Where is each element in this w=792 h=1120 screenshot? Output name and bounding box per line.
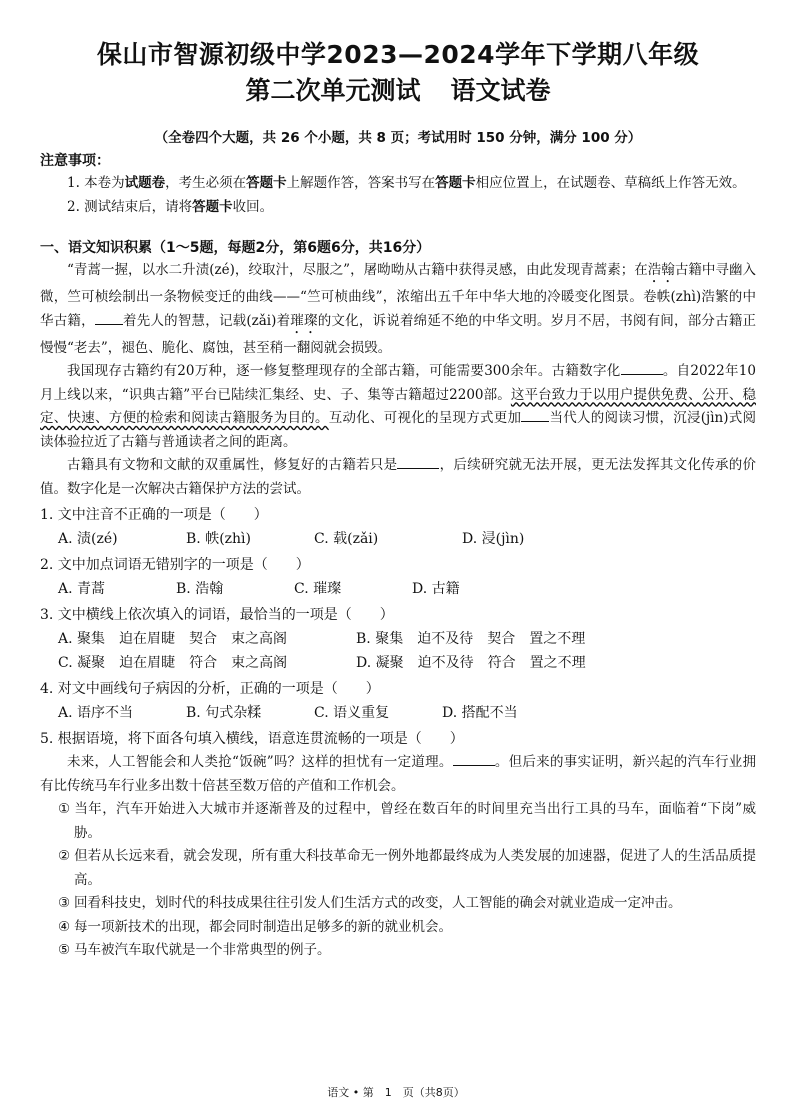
sentence-text: 当年，汽车开始进入大城市并逐渐普及的过程中，曾经在数百年的时间里充当出行工具的马车，面临着“下岗”威胁。 xyxy=(74,801,756,841)
sentence-text: 每一项新技术的出现，都会同时制造出足够多的新的就业机会。 xyxy=(74,918,452,935)
passage-paragraph-1 xyxy=(40,259,756,360)
notes-keyword: 答题卡 xyxy=(246,175,287,191)
question-5-context xyxy=(40,751,756,798)
sentence-text: 马车被汽车取代就是一个非常典型的例子。 xyxy=(74,942,331,958)
option-a[interactable]: A. 渍(zé) xyxy=(58,531,118,547)
question-1-options xyxy=(40,527,756,551)
sentence-4 xyxy=(40,916,756,940)
option-c[interactable]: C. 璀璨 xyxy=(294,581,342,597)
passage-text: ，后续研究就无法开展，更无法发挥其文化传承的价值。数字化是一次解决古籍保护方法的尝试。 xyxy=(40,457,757,497)
notes-heading: 注意事项： xyxy=(40,153,110,169)
fill-blank xyxy=(521,407,549,422)
sentence-text: 回看科技史，划时代的科技成果往往引发人们生活方式的改变，人工智能的确会对就业造成一定冲击。 xyxy=(74,895,682,911)
question-2: 2. 文中加点词语无错别字的一项是（ ） xyxy=(40,557,310,573)
passage-paragraph-2 xyxy=(40,360,756,454)
sentence-number: ② xyxy=(58,848,71,864)
sentence-1 xyxy=(40,798,756,845)
passage-text: 。但后来的事实证明，新兴起的汽车行业拥有比传统马车行业多出数十倍甚至数万倍的产值和工作机会。 xyxy=(40,754,756,794)
passage-text: 互动化、可视化的呈现方式更加 xyxy=(328,410,522,426)
option-c[interactable]: C. 凝聚 迫在眉睫 符合 束之高阁 xyxy=(58,655,288,671)
passage-text: 未来，人工智能会和人类抢“饭碗”吗？这样的担忧有一定道理。 xyxy=(67,754,453,770)
fill-blank xyxy=(453,751,495,766)
exam-title-line1: 保山市智源初级中学2023—2024学年下学期八年级 xyxy=(96,40,700,69)
sentence-text: 但若从长远来看，就会发现，所有重大科技革命无一例外地都最终成为人类发展的加速器，促进了人的生活品质提高。 xyxy=(74,848,756,888)
dotted-word: 浩翰 xyxy=(647,262,675,278)
option-b[interactable]: B. 浩翰 xyxy=(176,581,224,597)
passage-text: 当代人的阅读习惯，沉浸(jìn)式阅读体验拉近了古籍与普通读者之间的距离。 xyxy=(40,410,757,450)
notes-text: 2. 测试结束后，请将 xyxy=(67,198,193,215)
passage-text: 着先人的智慧，记载(zǎi)着 xyxy=(122,312,291,329)
fill-blank xyxy=(621,360,663,375)
sentence-number: ④ xyxy=(58,918,71,935)
question-3-options-row1 xyxy=(40,627,756,651)
passage-text: 古籍中寻幽入微，竺可桢绘制出一条物候变迁的曲线——“竺可桢曲线”，浓缩出五千年中华大地的冷暖变化图景。卷帙(zhì)浩繁的中华古籍， xyxy=(40,262,756,329)
sentence-number: ① xyxy=(58,801,71,817)
notes-keyword: 答题卡 xyxy=(435,175,476,191)
passage-text: 。自2022年10月上线以来，“识典古籍”平台已陆续汇集经、史、子、集等古籍超过2200部。 xyxy=(40,363,756,403)
exam-info: （全卷四个大题，共 26 个小题，共 8 页；考试用时 150 分钟，满分 100 分） xyxy=(154,130,642,146)
question-3-options-row2 xyxy=(40,651,756,675)
exam-title-test-name: 第二次单元测试 xyxy=(245,76,421,105)
option-c[interactable]: C. 载(zǎi) xyxy=(314,531,379,547)
section1-heading: 一、语文知识积累（1～5题，每题2分，第6题6分，共16分） xyxy=(40,240,431,256)
fill-blank xyxy=(397,454,439,469)
option-a[interactable]: A. 青蒿 xyxy=(58,581,106,597)
question-3: 3. 文中横线上依次填入的词语，最恰当的一项是（ ） xyxy=(40,607,394,623)
option-d[interactable]: D. 搭配不当 xyxy=(442,705,518,721)
option-d[interactable]: D. 浸(jìn) xyxy=(462,531,525,547)
notes-keyword: 答题卡 xyxy=(192,198,233,215)
question-4-options xyxy=(40,701,756,725)
underlined-sentence: 这平台致力于以用户提供免费、公开、稳定、快速、方便的检索和阅读古籍服务为目的。 xyxy=(40,386,756,426)
option-b[interactable]: B. 聚集 迫不及待 契合 置之不理 xyxy=(356,631,586,647)
option-b[interactable]: B. 帙(zhì) xyxy=(186,531,251,547)
notes-item-2 xyxy=(40,196,756,220)
passage-text: 古籍具有文物和文献的双重属性，修复好的古籍若只是 xyxy=(67,457,398,473)
notes-keyword: 试题卷 xyxy=(124,175,166,191)
sentence-2 xyxy=(40,845,756,892)
question-2-options xyxy=(40,577,756,601)
option-b[interactable]: B. 句式杂糅 xyxy=(186,705,262,721)
option-a[interactable]: A. 语序不当 xyxy=(58,705,134,721)
sentence-number: ⑤ xyxy=(58,942,71,958)
passage-text: 的文化，诉说着绵延不绝的中华文明。岁月不居，书阅有间，部分古籍正慢慢“老去”，褪色、脆化、腐蚀，甚至稍一翻阅就会损毁。 xyxy=(40,312,757,356)
sentence-number: ③ xyxy=(58,895,71,911)
dotted-word: 璀璨 xyxy=(290,312,318,329)
passage-text: 我国现存古籍约有20万种，逐一修复整理现存的全部古籍，可能需要300余年。古籍数字化 xyxy=(67,363,621,379)
passage-paragraph-3 xyxy=(40,454,756,501)
notes-text: 上解题作答，答案书写在 xyxy=(286,175,436,191)
notes-text: 相应位置上，在试题卷、草稿纸上作答无效。 xyxy=(475,175,746,191)
notes-item-1 xyxy=(40,172,756,196)
option-d[interactable]: D. 凝聚 迫不及待 符合 置之不理 xyxy=(356,655,586,671)
sentence-3 xyxy=(40,892,756,916)
exam-page xyxy=(40,38,756,963)
exam-title-line2 xyxy=(40,74,756,108)
exam-title-subject: 语文试卷 xyxy=(450,76,551,105)
notes-text: ，考生必须在 xyxy=(165,175,247,191)
question-1: 1. 文中注音不正确的一项是（ ） xyxy=(40,507,268,523)
notes-text: 1. 本卷为 xyxy=(67,175,125,191)
option-d[interactable]: D. 古籍 xyxy=(412,581,460,597)
option-c[interactable]: C. 语义重复 xyxy=(314,705,390,721)
question-5: 5. 根据语境，将下面各句填入横线，语意连贯流畅的一项是（ ） xyxy=(40,731,464,747)
fill-blank xyxy=(95,310,123,325)
page-footer: 语文 • 第 1 页（共8页） xyxy=(327,1086,465,1099)
question-4: 4. 对文中画线句子病因的分析，正确的一项是（ ） xyxy=(40,681,380,697)
sentence-5 xyxy=(40,939,756,963)
passage-text: “青蒿一握，以水二升渍(zé)，绞取汁，尽服之”，屠呦呦从古籍中获得灵感，由此发现青蒿素；在 xyxy=(67,262,648,278)
option-a[interactable]: A. 聚集 迫在眉睫 契合 束之高阁 xyxy=(58,631,288,647)
notes-text: 收回。 xyxy=(232,198,274,215)
